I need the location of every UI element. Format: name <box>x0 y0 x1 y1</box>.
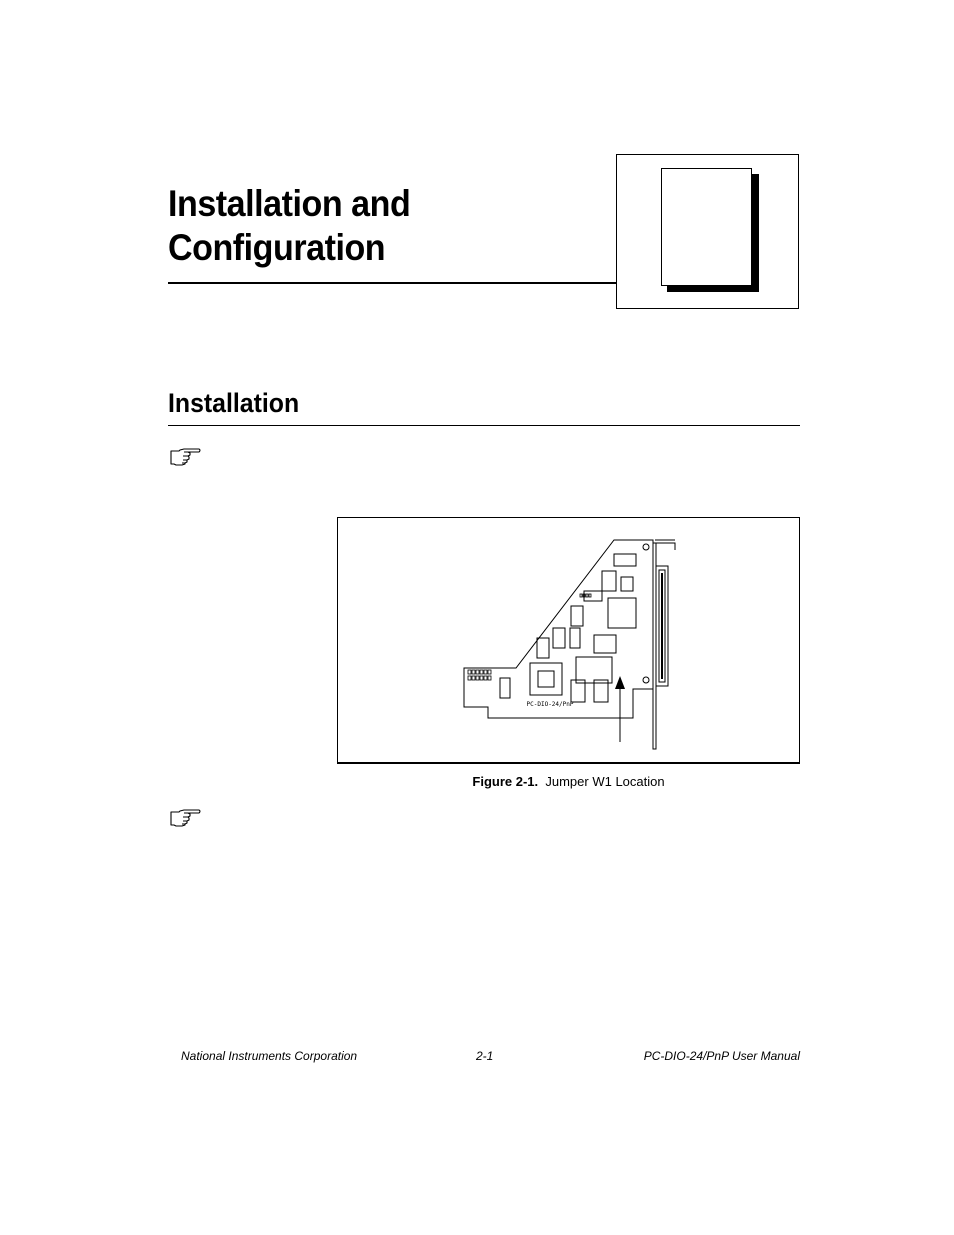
bracket <box>653 543 656 749</box>
board-label: PC-DIO-24/PnP <box>526 701 574 708</box>
chapter-title-rule <box>168 282 616 284</box>
chapter-title-line-2: Configuration <box>168 227 386 268</box>
chip <box>500 678 510 698</box>
jumper-block <box>468 670 491 680</box>
chapter-tab-page <box>661 168 752 286</box>
chip <box>614 554 636 566</box>
board-diagram <box>338 518 801 765</box>
chip <box>553 628 565 648</box>
chip <box>594 635 616 653</box>
chapter-title-line-1: Installation and <box>168 183 411 224</box>
footer-company: National Instruments Corporation <box>181 1049 358 1063</box>
pointing-hand-icon <box>170 808 202 830</box>
mounting-hole <box>643 677 649 683</box>
chip <box>537 638 549 658</box>
figure-caption-text: Jumper W1 Location <box>545 774 665 789</box>
chip <box>584 591 602 601</box>
chip <box>602 571 616 591</box>
chip <box>570 628 580 648</box>
figure-caption-label: Figure 2-1. <box>472 774 539 789</box>
board-outline <box>464 540 653 718</box>
figure-frame <box>337 517 800 764</box>
chip <box>571 606 583 626</box>
chip <box>530 663 562 695</box>
figure-caption <box>337 774 800 790</box>
mounting-hole <box>643 544 649 550</box>
chip <box>576 657 612 683</box>
chip <box>608 598 636 628</box>
pointing-hand-icon <box>170 447 202 469</box>
footer-manual-title: PC-DIO-24/PnP User Manual <box>643 1049 800 1063</box>
chip <box>621 577 633 591</box>
chapter-title <box>168 182 410 270</box>
section-rule <box>168 425 800 426</box>
section-heading: Installation <box>168 388 300 418</box>
footer-page-number: 2-1 <box>476 1049 494 1063</box>
jumper-arrow-head <box>615 676 625 689</box>
